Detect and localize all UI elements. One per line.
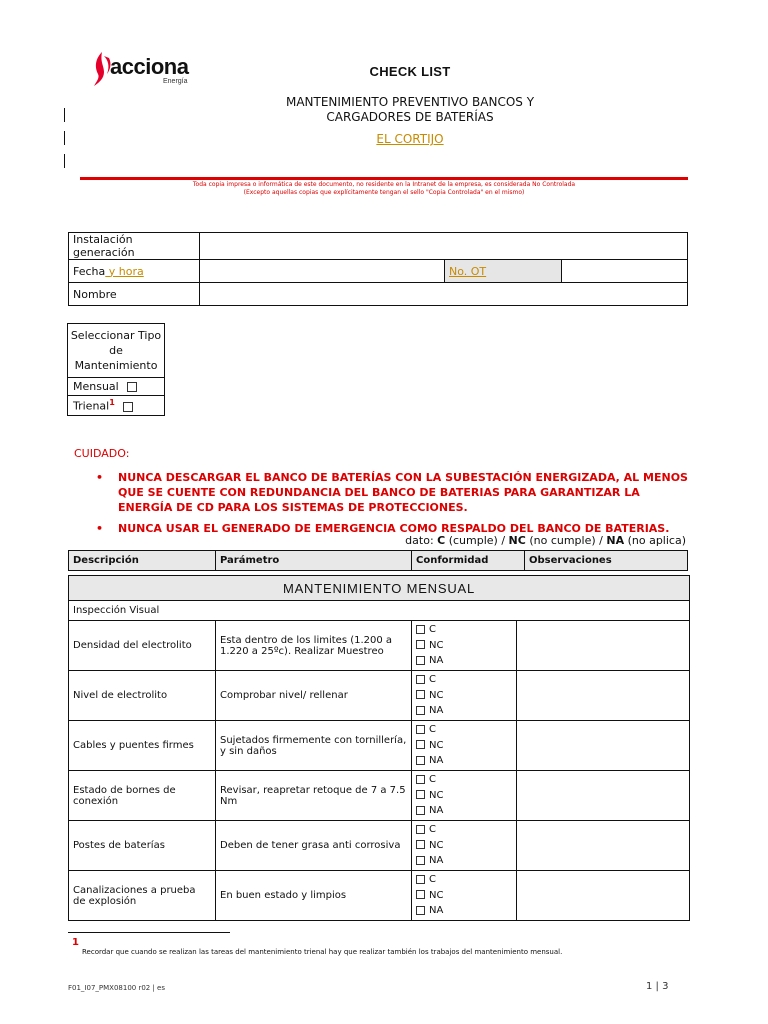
checkbox[interactable] (416, 740, 425, 749)
installation-field[interactable] (200, 233, 688, 260)
conformity-options (412, 821, 517, 871)
table-row (69, 771, 690, 821)
option-label: NC (429, 689, 444, 701)
option-label: NC (429, 839, 444, 851)
col-description: Descripción (69, 551, 216, 571)
row-parameter: Comprobar nivel/ rellenar (216, 671, 412, 721)
row-description: Canalizaciones a prueba de explosión (69, 871, 216, 921)
name-label: Nombre (69, 283, 200, 306)
observations-cell[interactable] (517, 671, 690, 721)
table-row (69, 671, 690, 721)
caution-item: • NUNCA USAR EL GENERADO DE EMERGENCIA COMO RESPALDO DEL BANCO DE BATERIAS. (118, 521, 694, 536)
checkbox[interactable] (416, 640, 425, 649)
logo-subtitle: Energía (163, 78, 188, 85)
margin-marker (64, 131, 65, 145)
option-label: NA (429, 805, 444, 817)
checkbox[interactable] (416, 806, 425, 815)
footnote (72, 938, 688, 956)
conformity-options (412, 721, 517, 771)
name-field[interactable] (200, 283, 688, 306)
option-nc[interactable] (416, 738, 512, 754)
checkbox[interactable] (416, 825, 425, 834)
monthly-checkbox[interactable] (127, 382, 137, 392)
legend-c-desc: (cumple) / (445, 534, 509, 547)
conformity-options (412, 771, 517, 821)
checkbox[interactable] (416, 906, 425, 915)
legend-na: NA (606, 534, 625, 547)
legend-nc: NC (508, 534, 526, 547)
checkbox[interactable] (416, 875, 425, 884)
triennial-label: Trienal (73, 399, 110, 413)
observations-cell[interactable] (517, 621, 690, 671)
row-description: Postes de baterías (69, 821, 216, 871)
document-subtitle (250, 95, 570, 125)
maintenance-type-header: Seleccionar Tipo de Mantenimiento (68, 324, 165, 378)
subtitle-line-2: CARGADORES DE BATERÍAS (326, 110, 494, 124)
legend-c: C (437, 534, 446, 547)
triennial-footnote-ref: 1 (109, 398, 115, 407)
caution-block (74, 446, 694, 542)
logo-name: acciona (110, 54, 189, 79)
margin-marker (64, 108, 65, 122)
ot-label: No. OT (449, 264, 487, 278)
option-nc[interactable] (416, 888, 512, 904)
option-label: C (429, 874, 436, 886)
table-row (69, 871, 690, 921)
page-number: 1 | 3 (646, 981, 669, 992)
option-c[interactable] (416, 822, 512, 838)
option-c[interactable] (416, 672, 512, 688)
row-description: Estado de bornes de conexión (69, 771, 216, 821)
row-description: Cables y puentes firmes (69, 721, 216, 771)
conformity-options (412, 621, 517, 671)
date-suffix: y hora (105, 264, 144, 278)
option-na[interactable] (416, 703, 512, 719)
option-c[interactable] (416, 772, 512, 788)
info-table (68, 232, 688, 306)
observations-cell[interactable] (517, 771, 690, 821)
header-divider (80, 177, 688, 180)
option-label: C (429, 724, 436, 736)
checkbox[interactable] (416, 725, 425, 734)
footnote-number: 1 (72, 937, 79, 948)
conformity-options (412, 871, 517, 921)
footnote-text: Recordar que cuando se realizan las tareas del mantenimiento trienal hay que realizar también los trabajos del mantenimiento mensual. (82, 948, 563, 956)
checkbox[interactable] (416, 756, 425, 765)
option-nc[interactable] (416, 638, 512, 654)
column-header-table (68, 550, 688, 571)
notice-line-2: (Excepto aquellas copias que explícitamente tengan el sello "Copia Controlada" en el mismo) (243, 189, 525, 196)
caution-list (74, 470, 694, 536)
checkbox[interactable] (416, 775, 425, 784)
observations-cell[interactable] (517, 721, 690, 771)
option-label: C (429, 624, 436, 636)
option-c[interactable] (416, 872, 512, 888)
observations-cell[interactable] (517, 821, 690, 871)
document-title: CHECK LIST (369, 64, 451, 79)
ot-label-cell (445, 260, 562, 283)
option-c[interactable] (416, 622, 512, 638)
checkbox[interactable] (416, 790, 425, 799)
checkbox[interactable] (416, 840, 425, 849)
checkbox[interactable] (416, 625, 425, 634)
row-parameter: En buen estado y limpios (216, 871, 412, 921)
row-description: Densidad del electrolito (69, 621, 216, 671)
option-na[interactable] (416, 753, 512, 769)
row-parameter: Sujetados firmemente con tornillería, y sin daños (216, 721, 412, 771)
monthly-label: Mensual (73, 380, 119, 393)
notice-line-1: Toda copia impresa o informática de este documento, no residente en la Intranet de la empresa, es considerada No Controlada (192, 181, 576, 188)
installation-label: Instalación generación (69, 233, 200, 260)
site-name[interactable]: EL CORTIJO (376, 132, 444, 146)
option-label: NA (429, 755, 444, 767)
section-title: MANTENIMIENTO MENSUAL (69, 576, 690, 601)
col-parameter: Parámetro (216, 551, 412, 571)
ot-field[interactable] (562, 260, 688, 283)
checkbox[interactable] (416, 690, 425, 699)
option-label: C (429, 674, 436, 686)
caution-label: CUIDADO: (74, 447, 130, 460)
option-nc[interactable] (416, 788, 512, 804)
option-label: NA (429, 705, 444, 717)
option-label: NC (429, 889, 444, 901)
maintenance-type-table (67, 323, 165, 416)
document-code: F01_I07_PMX08100 r02 | es (68, 984, 166, 992)
row-description: Nivel de electrolito (69, 671, 216, 721)
option-label: NC (429, 739, 444, 751)
monthly-option[interactable] (68, 378, 165, 396)
option-nc[interactable] (416, 838, 512, 854)
date-field[interactable] (200, 260, 445, 283)
option-na[interactable] (416, 903, 512, 919)
control-notice (80, 181, 688, 197)
option-label: NC (429, 639, 444, 651)
option-na[interactable] (416, 803, 512, 819)
col-observations: Observaciones (525, 551, 688, 571)
row-parameter: Esta dentro de los limites (1.200 a 1.220 a 25ºc). Realizar Muestreo (216, 621, 412, 671)
option-label: NC (429, 789, 444, 801)
legend-nc-desc: (no cumple) / (525, 534, 607, 547)
checklist-table (68, 575, 690, 921)
option-label: NA (429, 905, 444, 917)
option-label: NA (429, 855, 444, 867)
subtitle-line-1: MANTENIMIENTO PREVENTIVO BANCOS Y (285, 95, 535, 109)
option-c[interactable] (416, 722, 512, 738)
table-row (69, 621, 690, 671)
checkbox[interactable] (416, 856, 425, 865)
checkbox[interactable] (416, 706, 425, 715)
legend-na-desc: (no aplica) (624, 534, 686, 547)
option-na[interactable] (416, 653, 512, 669)
subsection-title: Inspección Visual (69, 601, 690, 621)
row-parameter: Revisar, reapretar retoque de 7 a 7.5 Nm (216, 771, 412, 821)
checkbox[interactable] (416, 656, 425, 665)
conformity-options (412, 671, 517, 721)
conformity-legend (380, 534, 686, 547)
option-label: NA (429, 655, 444, 667)
option-na[interactable] (416, 853, 512, 869)
margin-marker (64, 154, 65, 168)
checkbox[interactable] (416, 890, 425, 899)
option-nc[interactable] (416, 688, 512, 704)
date-label: Fecha (73, 264, 106, 278)
triennial-checkbox[interactable] (123, 402, 133, 412)
caution-item: • NUNCA DESCARGAR EL BANCO DE BATERÍAS CON LA SUBESTACIÓN ENERGIZADA, AL MENOS QUE SE CUENTE CON REDUNDANCIA DEL BANCO DE BATERIAS PARA GARANTIZAR LA ENERGÍA DE CD PARA LOS SISTEMAS DE PROTECCIONES. (118, 470, 694, 515)
legend-prefix: dato: (405, 534, 438, 547)
footnote-divider (68, 932, 230, 933)
option-label: C (429, 824, 436, 836)
option-label: C (429, 774, 436, 786)
observations-cell[interactable] (517, 871, 690, 921)
col-conformity: Conformidad (412, 551, 525, 571)
table-row (69, 721, 690, 771)
checkbox[interactable] (416, 675, 425, 684)
triennial-option[interactable] (68, 396, 165, 416)
table-row (69, 821, 690, 871)
row-parameter: Deben de tener grasa anti corrosiva (216, 821, 412, 871)
date-label-cell (69, 260, 200, 283)
